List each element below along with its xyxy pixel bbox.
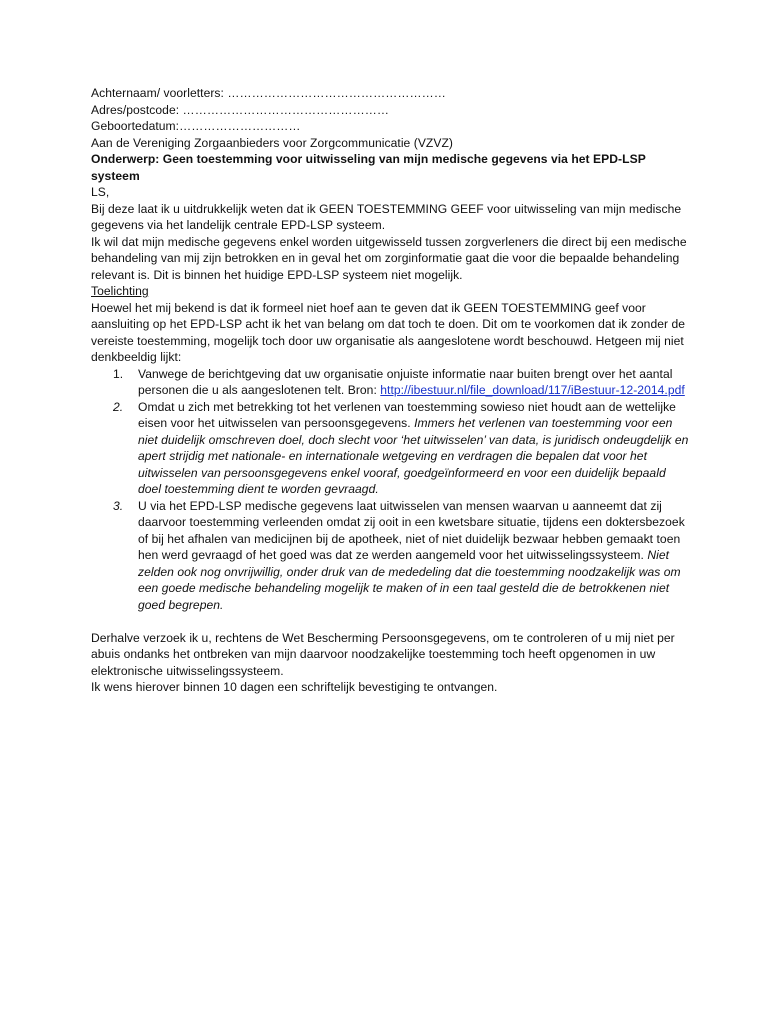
list-number: 3. (113, 498, 124, 513)
source-link[interactable]: http://ibestuur.nl/file_download/117/iBestuur-12-2014.pdf (380, 383, 685, 397)
paragraph-request: Derhalve verzoek ik u, rechtens de Wet Bescherming Persoonsgegevens, om te controleren of u mij niet per abuis ondanks het ontbreken van mijn daarvoor noodzakelijke toestemming toch heeft opgenomen in uw elektronische uitwisselingssysteem. (91, 630, 675, 678)
list-item-text: Omdat u zich met betrekking tot het verlenen van toestemming sowieso niet houdt aan de wettelijke eisen voor het uitwisselen van persoonsgegevens. (138, 399, 676, 430)
name-field: Achternaam/ voorletters: ……………………………………………… (91, 86, 446, 100)
list-item (91, 399, 691, 498)
list-item-italic: Immers het verlenen van toestemming voor een niet duidelijk omschreven doel, doch slecht voor ‘het uitwisselen’ van data, is juridisch ondeugdelijk en apert strijdig met nationale- en internationale wetgeving en verdragen die bepalen dat voor het uitwisselen van persoonsgegevens enkel vooraf, goedgeïnformeerd en voor een duidelijk bepaald doel toestemming dient te worden gevraagd. (138, 416, 689, 496)
birthdate-field: Geboortedatum:………………………… (91, 119, 301, 133)
address-field: Adres/postcode: …………………………………………… (91, 102, 389, 117)
reasons-list (91, 366, 691, 614)
paragraph-refusal: Bij deze laat ik u uitdrukkelijk weten dat ik GEEN TOESTEMMING GEEF voor uitwisseling van mijn medische gegevens via het landelijk centrale EPD-LSP systeem. (91, 201, 682, 232)
addressee-line: Aan de Vereniging Zorgaanbieders voor Zorgcommunicatie (VZVZ) (91, 135, 454, 150)
list-item-italic: Niet zelden ook nog onvrijwillig, onder druk van de mededeling dat die toestemming noodzakelijk was om een goede medische behandeling mogelijk te maken of in een taal gesteld die de betrokkenen niet goed begrepen. (138, 548, 681, 612)
list-item (91, 498, 691, 614)
list-number: 1. (113, 366, 124, 381)
paragraph-wish: Ik wil dat mijn medische gegevens enkel worden uitgewisseld tussen zorgverleners die direct bij een medische behandeling van mij zijn betrokken en in geval het om zorginformatie gaat die voor die bepaalde behandeling relevant is. Dit is binnen het huidige EPD-LSP systeem niet mogelijk. (91, 234, 687, 282)
section-heading: Toelichting (91, 284, 149, 298)
list-item-text: Vanwege de berichtgeving dat uw organisatie onjuiste informatie naar buiten brengt over het aantal personen die u als aangeslotenen telt. Bron: (138, 366, 673, 397)
list-number: 2. (113, 399, 124, 414)
salutation: LS, (91, 185, 110, 199)
list-item-text: U via het EPD-LSP medische gegevens laat uitwisselen van mensen waarvan u aanneemt dat zij daarvoor toestemming verleenden omdat zij ooit in een kwetsbare situatie, tijdens een doktersbezoek of bij het afhalen van medicijnen bij de apotheek, niet of niet duidelijk bezwaar hebben gemaakt toen hen werd gevraagd of het goed was dat ze werden aangemeld voor het uitwisselingssysteem. (138, 498, 685, 562)
letter-body (91, 85, 691, 696)
paragraph-deadline: Ik wens hierover binnen 10 dagen een schriftelijk bevestiging te ontvangen. (91, 680, 498, 694)
paragraph-explanation: Hoewel het mij bekend is dat ik formeel niet hoef aan te geven dat ik GEEN TOESTEMMING geef voor aansluiting op het EPD-LSP acht ik het van belang om dat toch te doen. Dit om te voorkomen dat ik zonder de vereiste toestemming, mogelijk toch door uw organisatie als aangeslotene wordt beschouwd. Hetgeen mij niet denkbeeldig lijkt: (91, 300, 686, 364)
subject-line: Onderwerp: Geen toestemming voor uitwisseling van mijn medische gegevens via het EPD-LSP systeem (91, 152, 646, 183)
list-item (91, 366, 691, 399)
